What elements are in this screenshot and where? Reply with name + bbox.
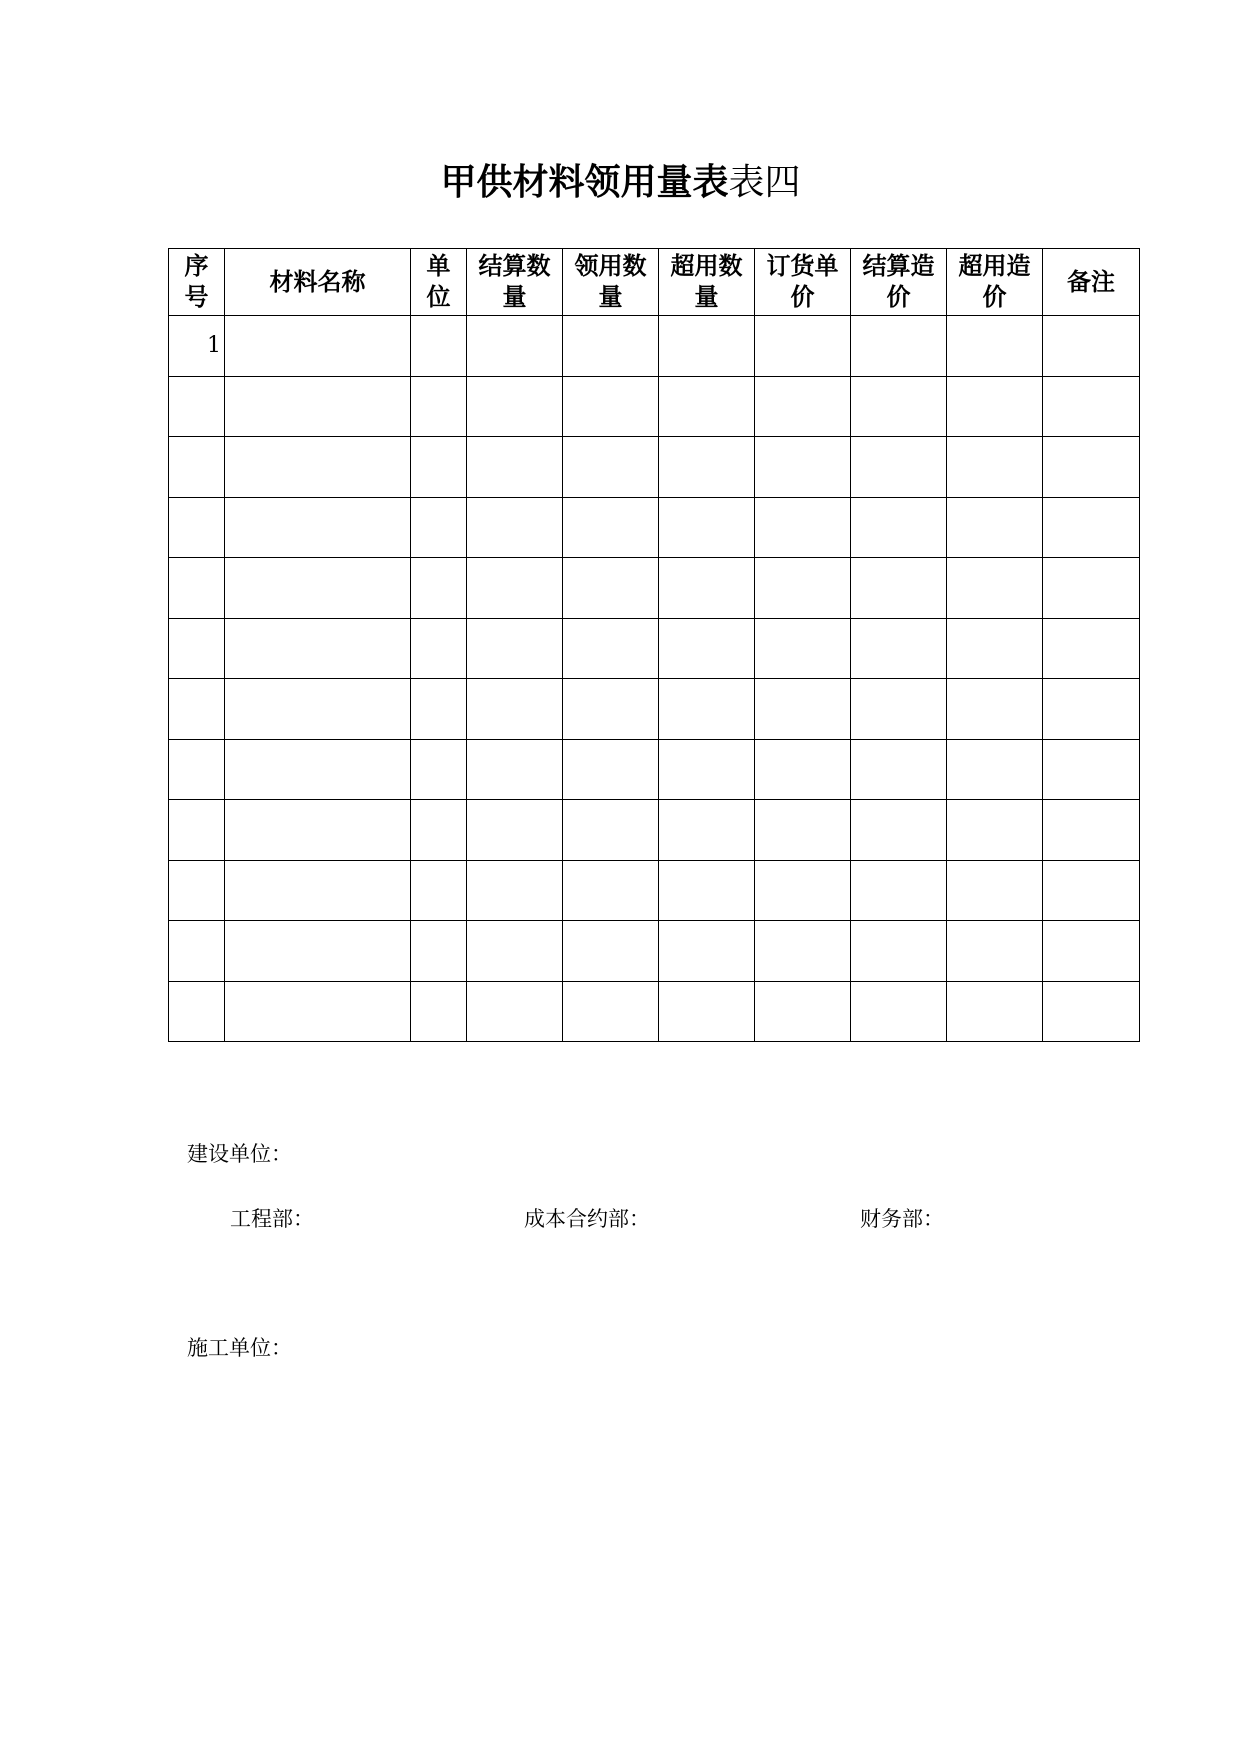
table-cell[interactable]: [225, 921, 411, 982]
table-cell[interactable]: [947, 437, 1043, 498]
seq-cell[interactable]: [169, 497, 225, 558]
table-cell[interactable]: [467, 437, 563, 498]
table-row: [169, 739, 1140, 800]
table-cell[interactable]: [1043, 376, 1140, 437]
table-cell[interactable]: [1043, 800, 1140, 861]
table-body: [169, 316, 1140, 1042]
table-cell[interactable]: [225, 558, 411, 619]
table-cell[interactable]: [947, 921, 1043, 982]
table-cell[interactable]: [563, 497, 659, 558]
table-row: [169, 921, 1140, 982]
column-header-line2: 价: [886, 283, 911, 311]
table-cell[interactable]: [563, 739, 659, 800]
table-cell[interactable]: [659, 860, 755, 921]
table-cell[interactable]: [225, 679, 411, 740]
column-header-line2: 价: [790, 283, 815, 311]
table-cell[interactable]: [467, 316, 563, 377]
table-cell[interactable]: [947, 679, 1043, 740]
table-cell[interactable]: [659, 497, 755, 558]
table-cell[interactable]: [659, 739, 755, 800]
table-cell[interactable]: [755, 316, 851, 377]
table-cell[interactable]: [659, 618, 755, 679]
seq-cell[interactable]: [169, 981, 225, 1042]
table-cell[interactable]: [563, 376, 659, 437]
table-cell[interactable]: [411, 921, 467, 982]
table-cell[interactable]: [851, 376, 947, 437]
table-cell[interactable]: [563, 800, 659, 861]
table-cell[interactable]: [851, 618, 947, 679]
column-header: [467, 249, 563, 316]
table-cell[interactable]: [1043, 679, 1140, 740]
table-cell[interactable]: [225, 497, 411, 558]
table-cell[interactable]: [225, 316, 411, 377]
column-header: [411, 249, 467, 316]
table-cell[interactable]: [1043, 437, 1140, 498]
table-cell[interactable]: [467, 376, 563, 437]
table-cell[interactable]: [947, 800, 1043, 861]
table-cell[interactable]: [411, 679, 467, 740]
engineering-dept-label: 工程部：: [230, 1207, 314, 1231]
table-cell[interactable]: [851, 679, 947, 740]
table-cell[interactable]: [411, 981, 467, 1042]
table-cell[interactable]: [225, 739, 411, 800]
table-cell[interactable]: [1043, 739, 1140, 800]
table-cell[interactable]: [947, 316, 1043, 377]
seq-cell[interactable]: [169, 679, 225, 740]
table-cell[interactable]: [755, 376, 851, 437]
header-row: [169, 249, 1140, 316]
column-header-line1: 超用造: [958, 252, 1031, 280]
table-cell[interactable]: [563, 860, 659, 921]
table-cell[interactable]: [947, 376, 1043, 437]
table-row: [169, 316, 1140, 377]
table-cell[interactable]: [467, 981, 563, 1042]
table-cell[interactable]: [947, 981, 1043, 1042]
table-cell[interactable]: [1043, 981, 1140, 1042]
table-cell[interactable]: [659, 376, 755, 437]
table-cell[interactable]: [1043, 558, 1140, 619]
page-title-main: 甲供材料领用量表: [440, 161, 729, 203]
table-cell[interactable]: [1043, 316, 1140, 377]
table-cell[interactable]: [411, 437, 467, 498]
table-cell[interactable]: [563, 618, 659, 679]
table-cell[interactable]: [755, 437, 851, 498]
table-cell[interactable]: [851, 739, 947, 800]
column-header-line2: 号: [184, 283, 209, 311]
table-cell[interactable]: [411, 800, 467, 861]
table-cell[interactable]: [755, 800, 851, 861]
seq-cell[interactable]: [169, 739, 225, 800]
table-cell[interactable]: [947, 618, 1043, 679]
table-cell[interactable]: [851, 316, 947, 377]
table-cell[interactable]: [563, 981, 659, 1042]
seq-cell[interactable]: [169, 921, 225, 982]
table-cell[interactable]: [563, 558, 659, 619]
table-cell[interactable]: [467, 860, 563, 921]
table-cell[interactable]: [659, 981, 755, 1042]
table-cell[interactable]: [947, 497, 1043, 558]
table-cell[interactable]: [411, 376, 467, 437]
page-title-suffix: 表四: [728, 162, 801, 203]
column-header-line2: 量: [694, 283, 719, 311]
table-cell[interactable]: [1043, 860, 1140, 921]
construction-unit-label: 建设单位：: [187, 1142, 292, 1166]
table-cell[interactable]: [851, 860, 947, 921]
column-header-line2: 价: [982, 283, 1007, 311]
table-cell[interactable]: [659, 558, 755, 619]
table-cell[interactable]: [467, 739, 563, 800]
table-cell[interactable]: [225, 437, 411, 498]
table-cell[interactable]: [225, 618, 411, 679]
table-cell[interactable]: [851, 921, 947, 982]
table-cell[interactable]: [411, 558, 467, 619]
table-cell[interactable]: [1043, 921, 1140, 982]
table-cell[interactable]: [755, 739, 851, 800]
table-cell[interactable]: [851, 497, 947, 558]
table-cell[interactable]: [851, 981, 947, 1042]
column-header: [225, 249, 411, 316]
column-header-line1: 备注: [1067, 267, 1115, 296]
column-header-line2: 量: [502, 283, 527, 311]
column-header-line1: 单: [426, 252, 451, 280]
column-header: [1043, 249, 1140, 316]
seq-cell[interactable]: [169, 618, 225, 679]
table-cell[interactable]: [755, 618, 851, 679]
table-cell[interactable]: [755, 558, 851, 619]
column-header-line1: 结算造: [862, 252, 935, 280]
table-cell[interactable]: [851, 800, 947, 861]
table-cell[interactable]: [947, 558, 1043, 619]
table-cell[interactable]: [225, 800, 411, 861]
material-usage-table: [168, 248, 1140, 1042]
table-cell[interactable]: [563, 437, 659, 498]
table-row: [169, 618, 1140, 679]
column-header-line2: 位: [426, 283, 451, 311]
cost-contract-dept-label: 成本合约部：: [524, 1207, 650, 1231]
table-cell[interactable]: [755, 679, 851, 740]
table-row: [169, 437, 1140, 498]
table-row: [169, 497, 1140, 558]
column-header: [169, 249, 225, 316]
table-cell[interactable]: [467, 679, 563, 740]
contractor-unit-label: 施工单位：: [187, 1336, 292, 1360]
column-header-line1: 超用数: [670, 252, 743, 280]
table-cell[interactable]: [851, 437, 947, 498]
table-cell[interactable]: [563, 679, 659, 740]
table-cell[interactable]: [411, 497, 467, 558]
column-header: [659, 249, 755, 316]
column-header-line1: 领用数: [574, 252, 647, 280]
table-cell[interactable]: [225, 981, 411, 1042]
column-header-line1: 结算数: [478, 252, 551, 280]
table-cell[interactable]: [851, 558, 947, 619]
table-cell[interactable]: [755, 921, 851, 982]
column-header-line1: 订货单: [766, 252, 839, 280]
table-row: [169, 558, 1140, 619]
column-header-line2: 量: [598, 283, 623, 311]
table-cell[interactable]: [659, 800, 755, 861]
table-header: [169, 249, 1140, 316]
table-cell[interactable]: [563, 316, 659, 377]
seq-cell[interactable]: [169, 860, 225, 921]
page-title: [0, 160, 1241, 205]
table-cell[interactable]: [1043, 497, 1140, 558]
seq-cell[interactable]: [169, 800, 225, 861]
seq-cell[interactable]: 1: [169, 316, 225, 377]
table-cell[interactable]: [467, 800, 563, 861]
table-row: [169, 679, 1140, 740]
table-cell[interactable]: [563, 921, 659, 982]
table-cell[interactable]: [467, 921, 563, 982]
table-cell[interactable]: [755, 860, 851, 921]
table-row: [169, 800, 1140, 861]
table-cell[interactable]: [659, 921, 755, 982]
column-header-line1: 材料名称: [269, 267, 366, 296]
finance-dept-label: 财务部：: [860, 1207, 944, 1231]
table-cell[interactable]: [659, 316, 755, 377]
column-header: [947, 249, 1043, 316]
table-cell[interactable]: [659, 437, 755, 498]
seq-cell[interactable]: [169, 437, 225, 498]
column-header: [563, 249, 659, 316]
seq-cell[interactable]: [169, 558, 225, 619]
table-cell[interactable]: [411, 860, 467, 921]
table-row: [169, 860, 1140, 921]
table-cell[interactable]: [411, 739, 467, 800]
table-cell[interactable]: [755, 497, 851, 558]
table-cell[interactable]: [225, 376, 411, 437]
table-cell[interactable]: [659, 679, 755, 740]
table-cell[interactable]: [947, 860, 1043, 921]
table-cell[interactable]: [467, 618, 563, 679]
table-cell[interactable]: [411, 618, 467, 679]
column-header-line1: 序: [184, 252, 209, 280]
table-cell[interactable]: [411, 316, 467, 377]
table-row: [169, 981, 1140, 1042]
table-cell[interactable]: [947, 739, 1043, 800]
column-header: [851, 249, 947, 316]
table-cell[interactable]: [755, 981, 851, 1042]
table-cell[interactable]: [1043, 618, 1140, 679]
table-cell[interactable]: [467, 558, 563, 619]
seq-cell[interactable]: [169, 376, 225, 437]
table-cell[interactable]: [225, 860, 411, 921]
column-header: [755, 249, 851, 316]
table-row: [169, 376, 1140, 437]
table-cell[interactable]: [467, 497, 563, 558]
